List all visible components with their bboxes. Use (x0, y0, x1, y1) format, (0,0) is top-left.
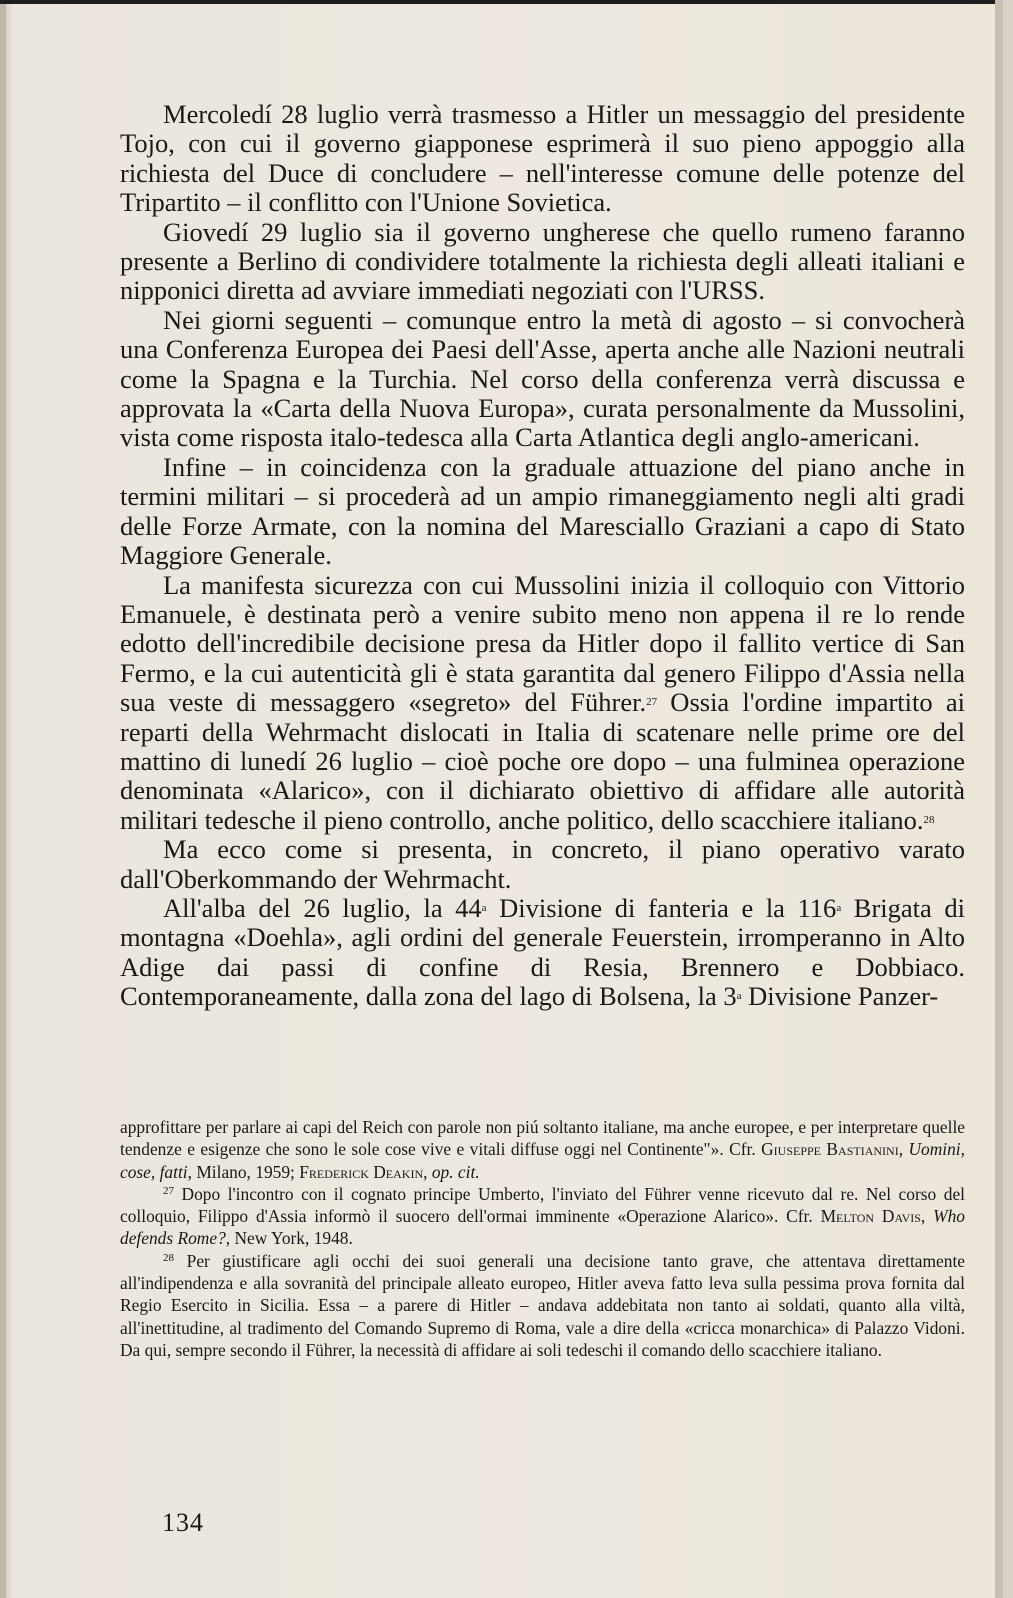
ordinal-sup-3: a (736, 990, 742, 1003)
footnotes (120, 1116, 965, 1361)
footnote-27-number: 27 (163, 1184, 174, 1197)
page-top-edge (0, 0, 1003, 4)
ordinal-sup-1: a (481, 901, 487, 914)
footnote-27-work: Who defends Rome? (120, 1206, 965, 1249)
footnote-27-author: Melton Davis (820, 1206, 921, 1227)
paragraph-5-part-a: La manifesta sicurezza con cui Mussolini inizia il colloquio con Vittorio Emanuele, è destinata però a venire subito meno non appena il re lo rende edotto dell'incredibile decisione presa da Hitler dopo il fallito vertice di San Fermo, e la cui autenticità gli è stata garantita dal genero Filippo d'Assia nella sua veste di messaggero «segreto» del Führer. (120, 569, 965, 718)
paragraph-4: Infine – in coincidenza con la graduale attuazione del piano anche in termini militari – si procederà ad un ampio rimaneggiamento negli alti gradi delle Forze Armate, con la nomina del Maresciallo Graziani a capo di Stato Maggiore Generale. (120, 451, 965, 571)
paragraph-6: Ma ecco come si presenta, in concreto, il piano operativo varato dall'Oberkommando der Wehrmacht. (120, 834, 965, 894)
paragraph-5 (120, 571, 965, 836)
page-number: 134 (162, 1508, 204, 1537)
footnote-27 (120, 1183, 965, 1250)
footnote-27-text: Dopo l'incontro con il cognato principe Umberto, l'inviato del Führer venne ricevuto dal re. Nel corso del colloquio, Filippo d'Assia informò il suocero dell'ormai imminente «Operazione Alarico». Cfr. (120, 1183, 965, 1227)
paragraph-7-part-c: Brigata di montagna «Doehla», agli ordini del generale Feuerstein, irromperanno in Alto Adige dai passi di confine di Resia, Brennero e Dobbiaco. Contemporaneamente, dalla zona del lago di Bolsena, la 3 (120, 892, 965, 1012)
paragraph-7-part-b: Divisione di fanteria e la 116 (486, 892, 837, 923)
paragraph-7 (120, 894, 965, 1012)
footnote-28-text: Per giustificare agli occhi dei suoi generali una decisione tanto grave, che attentava direttamente all'indipendenza e alla sovranità del principale alleato europeo, Hitler aveva fatto leva sulla pessima prova fornita dal Regio Esercito in Sicilia. Essa – a parere di Hitler – andava addebitata non tanto ai soldati, quanto alla viltà, all'inettitudine, al tradimento del Comando Supremo di Roma, vale a dire della «cricca monarchica» di Palazzo Vidoni. Da qui, sempre secondo il Führer, la necessità di affidare ai soli tedeschi il comando dello scacchiere italiano. (120, 1250, 965, 1360)
footnote-cont-mid: , Milano, 1959; (187, 1161, 300, 1182)
footnote-cont-work-2: op. cit. (431, 1161, 480, 1182)
footnote-ref-28: 28 (923, 813, 935, 826)
paragraph-7-part-d: Divisione Panzer- (741, 981, 939, 1012)
footnote-27-end: , New York, 1948. (225, 1228, 353, 1249)
main-text (120, 100, 965, 1012)
footnote-cont-author-1: Giuseppe Bastianini (761, 1139, 899, 1160)
footnote-cont-work-1: Uomini, cose, fatti (120, 1139, 965, 1182)
paragraph-3: Nei giorni seguenti – comunque entro la metà di agosto – si convocherà una Conferenza Europea dei Paesi dell'Asse, aperta anche alle Nazioni neutrali come la Spagna e la Turchia. Nel corso della conferenza verrà discussa e approvata la «Carta della Nuova Europa», curata personalmente da Mussolini, vista come risposta italo-tedesca alla Carta Atlantica degli anglo-americani. (120, 304, 965, 453)
footnote-28 (120, 1250, 965, 1361)
paragraph-7-part-a: All'alba del 26 luglio, la 44 (163, 892, 482, 923)
footnote-cont-sep-2: , (423, 1161, 432, 1182)
paragraph-1: Mercoledí 28 luglio verrà trasmesso a Hitler un messaggio del presidente Tojo, con cui il governo giapponese esprimerà il suo pieno appoggio alla richiesta del Duce di concludere – nell'interesse comune delle potenze del Tripartito – il conflitto con l'Unione Sovietica. (120, 99, 965, 218)
page-right-edge (995, 0, 1003, 1598)
ordinal-sup-2: a (836, 901, 842, 914)
footnote-27-sep: , (920, 1206, 934, 1227)
footnote-cont-sep-1: , (898, 1139, 909, 1160)
footnote-cont-author-2: Frederick Deakin (299, 1161, 424, 1182)
footnote-ref-27: 27 (646, 696, 658, 709)
page-spine-shadow (0, 0, 6, 1598)
paragraph-2: Giovedí 29 luglio sia il governo ungherese che quello rumeno faranno presente a Berlino di condividere totalmente la richiesta degli alleati italiani e nipponici diretta ad avviare immediati negoziati con l'URSS. (120, 216, 965, 306)
footnote-cont-text: approfittare per parlare ai capi del Reich con parole non piú soltanto italiane, ma anche europee, e per interpretare quelle tendenze e esigenze che sono le sole cose vive e vitali diffuse oggi nel Continente"». Cfr. (120, 1117, 965, 1160)
footnote-28-number: 28 (163, 1251, 174, 1264)
footnote-continuation (120, 1116, 965, 1183)
paragraph-5-part-b: Ossia l'ordine impartito ai reparti della Wehrmacht dislocati in Italia di scatenare nelle prime ore del mattino di lunedí 26 luglio – cioè poche ore dopo – una fulminea operazione denominata «Alarico», con il dichiarato obiettivo di affidare alle autorità militari tedesche il pieno controllo, anche politico, dello scacchiere italiano. (120, 687, 965, 835)
